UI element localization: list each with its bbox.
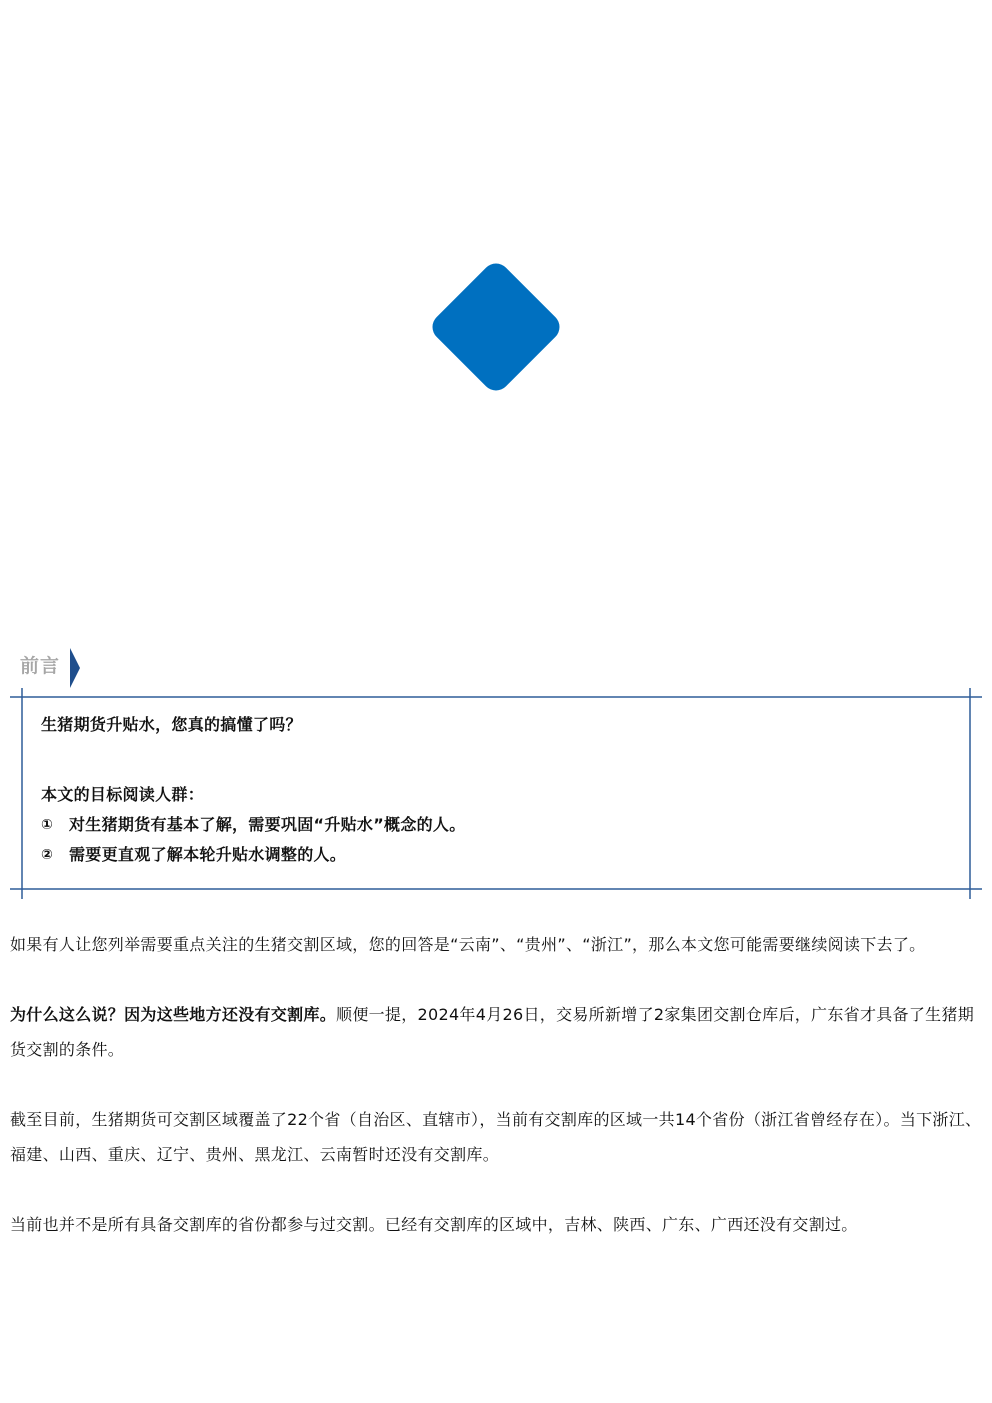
chevron-right-icon [68,648,82,688]
paragraph [10,997,982,1067]
list-item-text: 对生猪期货有基本了解，需要巩固“升贴水”概念的人。 [69,815,466,834]
blue-diamond-logo-icon [424,255,568,399]
paragraph-text: 截至目前，生猪期货可交割区域覆盖了22个省（自治区、直辖市），当前有交割库的区域一共14个省份（浙江省曾经存在）。当下浙江、福建、山西、重庆、辽宁、贵州、黑龙江、云南暂时还没有交割库。 [10,1110,982,1164]
paragraph-text: 顺便一提，2024年4月26日，交易所新增了2家集团交割仓库后，广东省才具备了生猪期货交割的条件。 [10,1005,975,1059]
list-item [41,840,961,870]
list-item [41,810,961,840]
section-title: 前言 [20,655,61,677]
audience-label: 本文的目标阅读人群： [41,785,205,804]
list-item-text: 需要更直观了解本轮升贴水调整的人。 [69,845,347,864]
article-body [10,927,982,1277]
paragraph-text: 如果有人让您列举需要重点关注的生猪交割区域，您的回答是“云南”、“贵州”、“浙江”，那么本文您可能需要继续阅读下去了。 [10,935,926,954]
callout-headline: 生猪期货升贴水，您真的搞懂了吗？ [41,715,302,734]
paragraph-bold-lead: 为什么这么说？因为这些地方还没有交割库。 [10,1005,337,1024]
list-marker: ① [41,817,54,833]
paragraph [10,1102,982,1172]
callout-box [41,710,961,870]
list-marker: ② [41,847,54,863]
paragraph [10,927,982,962]
paragraph [10,1207,982,1242]
paragraph-text: 当前也并不是所有具备交割库的省份都参与过交割。已经有交割库的区域中，吉林、陕西、广东、广西还没有交割过。 [10,1215,858,1234]
